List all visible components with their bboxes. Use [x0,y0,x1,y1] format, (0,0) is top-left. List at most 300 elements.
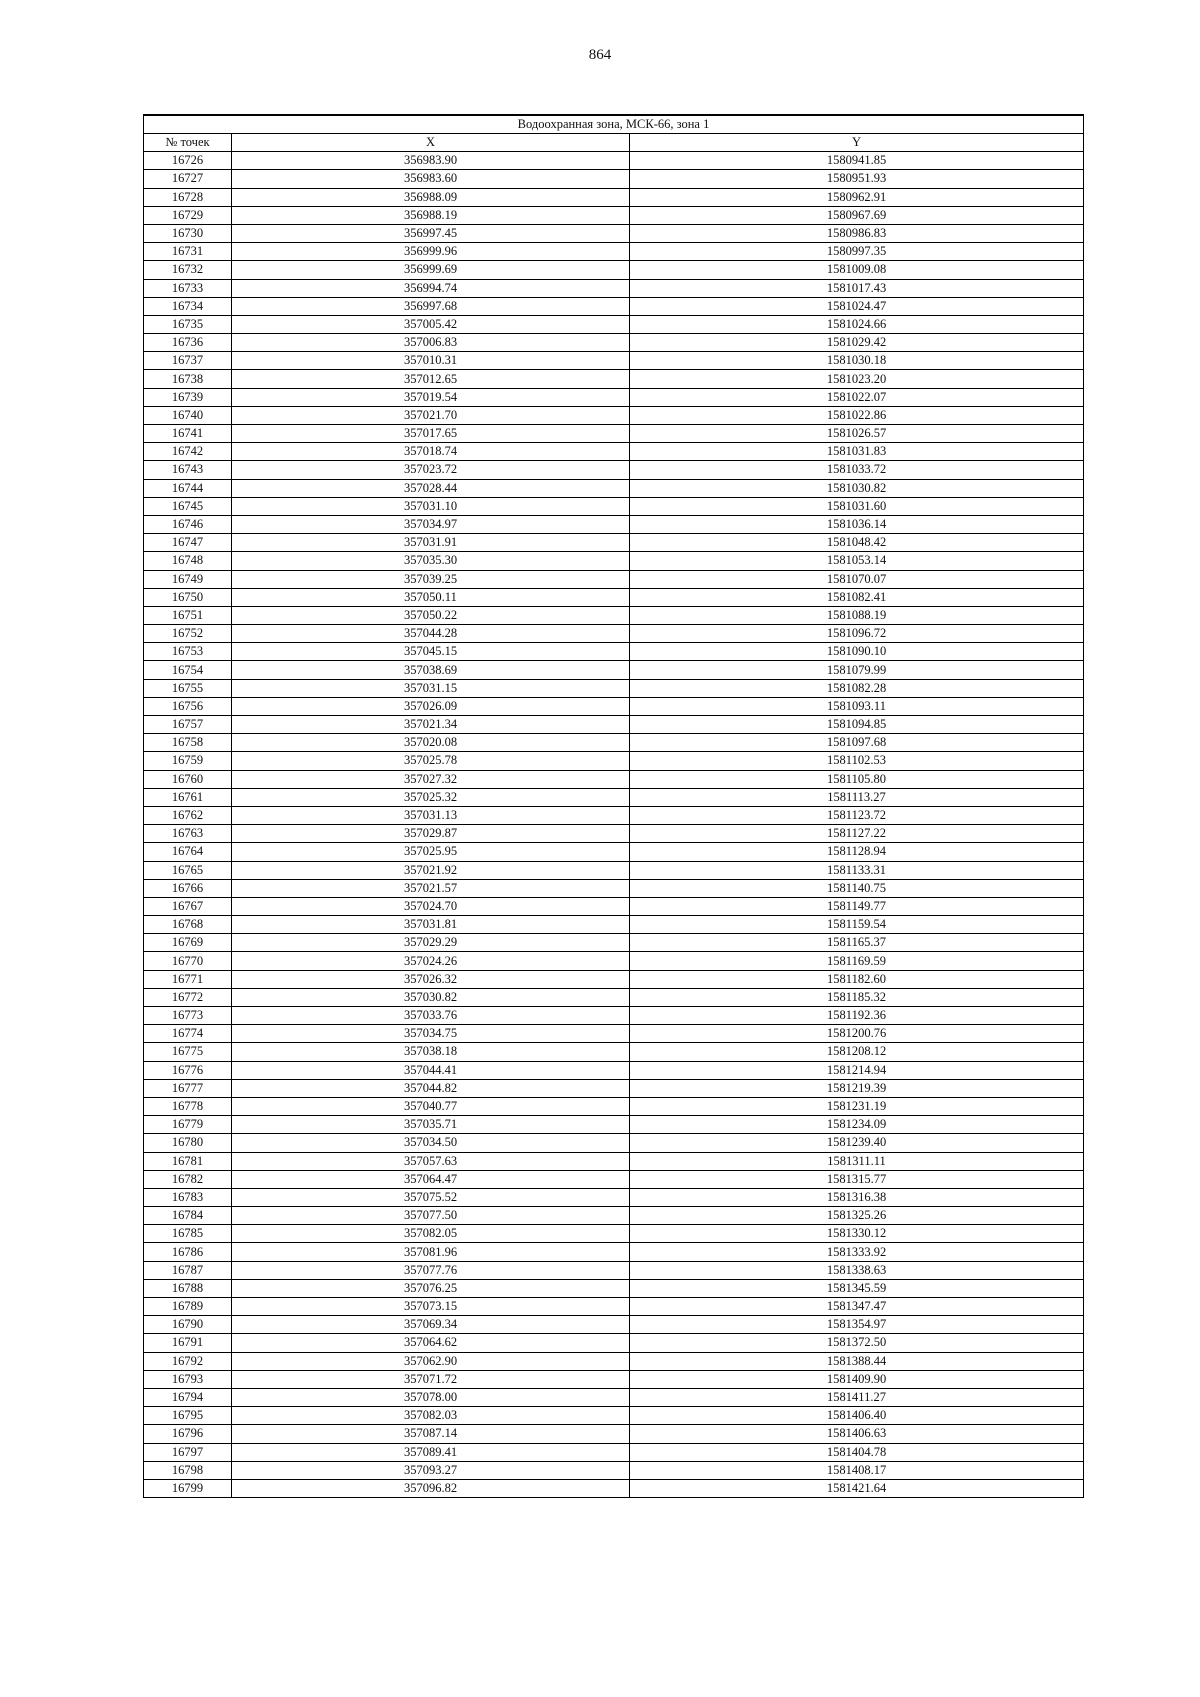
table-row [144,1388,1084,1406]
y-coordinate-cell: 1581409.90 [630,1370,1084,1388]
x-coordinate-cell: 357012.65 [232,370,630,388]
point-number-cell: 16796 [144,1425,232,1443]
point-number-cell: 16763 [144,825,232,843]
table-row [144,679,1084,697]
x-coordinate-cell: 357035.30 [232,552,630,570]
table-row [144,1007,1084,1025]
y-coordinate-cell: 1581105.80 [630,770,1084,788]
x-coordinate-cell: 357006.83 [232,334,630,352]
table-row [144,1370,1084,1388]
y-coordinate-cell: 1580967.69 [630,206,1084,224]
point-number-cell: 16759 [144,752,232,770]
point-number-cell: 16749 [144,570,232,588]
y-coordinate-cell: 1581325.26 [630,1207,1084,1225]
point-number-cell: 16755 [144,679,232,697]
x-coordinate-cell: 357028.44 [232,479,630,497]
point-number-cell: 16726 [144,152,232,170]
x-coordinate-cell: 357045.15 [232,643,630,661]
x-coordinate-cell: 356999.96 [232,243,630,261]
table-row [144,352,1084,370]
table-row [144,716,1084,734]
point-number-cell: 16736 [144,334,232,352]
table-row [144,1079,1084,1097]
table-row [144,1043,1084,1061]
point-number-cell: 16733 [144,279,232,297]
table-row [144,1170,1084,1188]
table-row [144,1334,1084,1352]
point-number-cell: 16727 [144,170,232,188]
column-header-point-number: № точек [144,134,232,152]
y-coordinate-cell: 1581023.20 [630,370,1084,388]
table-row [144,1298,1084,1316]
point-number-cell: 16741 [144,425,232,443]
y-coordinate-cell: 1581372.50 [630,1334,1084,1352]
table-row [144,479,1084,497]
table-row [144,188,1084,206]
y-coordinate-cell: 1581421.64 [630,1479,1084,1497]
point-number-cell: 16757 [144,716,232,734]
y-coordinate-cell: 1581133.31 [630,861,1084,879]
point-number-cell: 16788 [144,1279,232,1297]
y-coordinate-cell: 1581185.32 [630,988,1084,1006]
table-row [144,825,1084,843]
point-number-cell: 16752 [144,625,232,643]
x-coordinate-cell: 357040.77 [232,1097,630,1115]
x-coordinate-cell: 357064.47 [232,1170,630,1188]
y-coordinate-cell: 1581219.39 [630,1079,1084,1097]
y-coordinate-cell: 1581123.72 [630,806,1084,824]
x-coordinate-cell: 357010.31 [232,352,630,370]
table-row [144,897,1084,915]
table-row [144,1025,1084,1043]
point-number-cell: 16744 [144,479,232,497]
x-coordinate-cell: 357027.32 [232,770,630,788]
table-row [144,443,1084,461]
point-number-cell: 16735 [144,315,232,333]
y-coordinate-cell: 1581239.40 [630,1134,1084,1152]
table-row [144,1479,1084,1497]
x-coordinate-cell: 357093.27 [232,1461,630,1479]
table-row [144,370,1084,388]
point-number-cell: 16750 [144,588,232,606]
x-coordinate-cell: 357031.10 [232,497,630,515]
x-coordinate-cell: 357082.03 [232,1407,630,1425]
y-coordinate-cell: 1581354.97 [630,1316,1084,1334]
x-coordinate-cell: 357089.41 [232,1443,630,1461]
x-coordinate-cell: 357034.50 [232,1134,630,1152]
y-coordinate-cell: 1581090.10 [630,643,1084,661]
page-number: 864 [588,47,612,63]
y-coordinate-cell: 1581315.77 [630,1170,1084,1188]
x-coordinate-cell: 357017.65 [232,425,630,443]
point-number-cell: 16731 [144,243,232,261]
table-row [144,916,1084,934]
point-number-cell: 16740 [144,406,232,424]
y-coordinate-cell: 1581029.42 [630,334,1084,352]
point-number-cell: 16767 [144,897,232,915]
x-coordinate-cell: 357033.76 [232,1007,630,1025]
table-row [144,334,1084,352]
table-row [144,388,1084,406]
point-number-cell: 16754 [144,661,232,679]
table-row [144,1407,1084,1425]
table-row [144,1061,1084,1079]
table-row [144,643,1084,661]
x-coordinate-cell: 356988.09 [232,188,630,206]
table-body [144,152,1084,1498]
table-row [144,552,1084,570]
point-number-cell: 16734 [144,297,232,315]
x-coordinate-cell: 357029.87 [232,825,630,843]
x-coordinate-cell: 357024.70 [232,897,630,915]
point-number-cell: 16781 [144,1152,232,1170]
table-row [144,788,1084,806]
x-coordinate-cell: 357077.76 [232,1261,630,1279]
x-coordinate-cell: 357077.50 [232,1207,630,1225]
y-coordinate-cell: 1581140.75 [630,879,1084,897]
x-coordinate-cell: 357038.18 [232,1043,630,1061]
y-coordinate-cell: 1581231.19 [630,1097,1084,1115]
point-number-cell: 16728 [144,188,232,206]
table-row [144,224,1084,242]
y-coordinate-cell: 1581165.37 [630,934,1084,952]
point-number-cell: 16786 [144,1243,232,1261]
table-row [144,1461,1084,1479]
y-coordinate-cell: 1581338.63 [630,1261,1084,1279]
point-number-cell: 16791 [144,1334,232,1352]
x-coordinate-cell: 357021.57 [232,879,630,897]
y-coordinate-cell: 1581406.63 [630,1425,1084,1443]
table-row [144,934,1084,952]
point-number-cell: 16772 [144,988,232,1006]
x-coordinate-cell: 357021.70 [232,406,630,424]
x-coordinate-cell: 357021.92 [232,861,630,879]
y-coordinate-cell: 1581096.72 [630,625,1084,643]
x-coordinate-cell: 357075.52 [232,1188,630,1206]
y-coordinate-cell: 1581036.14 [630,515,1084,533]
y-coordinate-cell: 1581094.85 [630,716,1084,734]
point-number-cell: 16774 [144,1025,232,1043]
coordinates-table [143,114,1084,1498]
table-header-row [144,134,1084,152]
x-coordinate-cell: 357019.54 [232,388,630,406]
table-caption-row [144,115,1084,134]
y-coordinate-cell: 1581048.42 [630,534,1084,552]
x-coordinate-cell: 356983.90 [232,152,630,170]
column-header-x: X [232,134,630,152]
point-number-cell: 16747 [144,534,232,552]
y-coordinate-cell: 1581214.94 [630,1061,1084,1079]
table-row [144,279,1084,297]
y-coordinate-cell: 1581200.76 [630,1025,1084,1043]
point-number-cell: 16771 [144,970,232,988]
y-coordinate-cell: 1580962.91 [630,188,1084,206]
table-row [144,697,1084,715]
x-coordinate-cell: 356983.60 [232,170,630,188]
table-row [144,497,1084,515]
table-row [144,861,1084,879]
x-coordinate-cell: 357024.26 [232,952,630,970]
y-coordinate-cell: 1581128.94 [630,843,1084,861]
x-coordinate-cell: 357031.81 [232,916,630,934]
point-number-cell: 16784 [144,1207,232,1225]
x-coordinate-cell: 356999.69 [232,261,630,279]
table-row [144,1097,1084,1115]
point-number-cell: 16793 [144,1370,232,1388]
y-coordinate-cell: 1581113.27 [630,788,1084,806]
y-coordinate-cell: 1581182.60 [630,970,1084,988]
table-row [144,806,1084,824]
x-coordinate-cell: 357096.82 [232,1479,630,1497]
table-row [144,588,1084,606]
x-coordinate-cell: 357073.15 [232,1298,630,1316]
point-number-cell: 16748 [144,552,232,570]
point-number-cell: 16730 [144,224,232,242]
table-row [144,1261,1084,1279]
y-coordinate-cell: 1581031.60 [630,497,1084,515]
y-coordinate-cell: 1581093.11 [630,697,1084,715]
y-coordinate-cell: 1581311.11 [630,1152,1084,1170]
y-coordinate-cell: 1581192.36 [630,1007,1084,1025]
x-coordinate-cell: 357031.13 [232,806,630,824]
table-row [144,1188,1084,1206]
y-coordinate-cell: 1581208.12 [630,1043,1084,1061]
table-row [144,661,1084,679]
point-number-cell: 16776 [144,1061,232,1079]
x-coordinate-cell: 357062.90 [232,1352,630,1370]
y-coordinate-cell: 1581024.66 [630,315,1084,333]
table-row [144,1352,1084,1370]
y-coordinate-cell: 1581079.99 [630,661,1084,679]
point-number-cell: 16777 [144,1079,232,1097]
x-coordinate-cell: 356994.74 [232,279,630,297]
table-row [144,770,1084,788]
y-coordinate-cell: 1581026.57 [630,425,1084,443]
x-coordinate-cell: 357030.82 [232,988,630,1006]
point-number-cell: 16799 [144,1479,232,1497]
point-number-cell: 16775 [144,1043,232,1061]
x-coordinate-cell: 357050.22 [232,606,630,624]
point-number-cell: 16753 [144,643,232,661]
y-coordinate-cell: 1580951.93 [630,170,1084,188]
table-row [144,406,1084,424]
y-coordinate-cell: 1581009.08 [630,261,1084,279]
x-coordinate-cell: 357029.29 [232,934,630,952]
y-coordinate-cell: 1581102.53 [630,752,1084,770]
y-coordinate-cell: 1580986.83 [630,224,1084,242]
x-coordinate-cell: 356997.45 [232,224,630,242]
table-row [144,170,1084,188]
point-number-cell: 16794 [144,1388,232,1406]
y-coordinate-cell: 1581149.77 [630,897,1084,915]
point-number-cell: 16782 [144,1170,232,1188]
x-coordinate-cell: 357064.62 [232,1334,630,1352]
y-coordinate-cell: 1581408.17 [630,1461,1084,1479]
point-number-cell: 16745 [144,497,232,515]
y-coordinate-cell: 1581070.07 [630,570,1084,588]
y-coordinate-cell: 1581234.09 [630,1116,1084,1134]
y-coordinate-cell: 1580941.85 [630,152,1084,170]
point-number-cell: 16798 [144,1461,232,1479]
x-coordinate-cell: 357082.05 [232,1225,630,1243]
x-coordinate-cell: 357031.91 [232,534,630,552]
y-coordinate-cell: 1581333.92 [630,1243,1084,1261]
y-coordinate-cell: 1581345.59 [630,1279,1084,1297]
x-coordinate-cell: 357069.34 [232,1316,630,1334]
x-coordinate-cell: 357087.14 [232,1425,630,1443]
table-row [144,1425,1084,1443]
table-row [144,570,1084,588]
y-coordinate-cell: 1581022.86 [630,406,1084,424]
point-number-cell: 16773 [144,1007,232,1025]
point-number-cell: 16789 [144,1298,232,1316]
point-number-cell: 16764 [144,843,232,861]
table-row [144,734,1084,752]
table-row [144,752,1084,770]
table-row [144,534,1084,552]
y-coordinate-cell: 1581030.82 [630,479,1084,497]
point-number-cell: 16762 [144,806,232,824]
x-coordinate-cell: 357071.72 [232,1370,630,1388]
point-number-cell: 16792 [144,1352,232,1370]
x-coordinate-cell: 357025.78 [232,752,630,770]
y-coordinate-cell: 1581022.07 [630,388,1084,406]
y-coordinate-cell: 1581404.78 [630,1443,1084,1461]
point-number-cell: 16758 [144,734,232,752]
table-row [144,297,1084,315]
y-coordinate-cell: 1581316.38 [630,1188,1084,1206]
x-coordinate-cell: 357039.25 [232,570,630,588]
y-coordinate-cell: 1581082.41 [630,588,1084,606]
table-row [144,206,1084,224]
table-row [144,243,1084,261]
y-coordinate-cell: 1581127.22 [630,825,1084,843]
point-number-cell: 16795 [144,1407,232,1425]
table-row [144,261,1084,279]
point-number-cell: 16768 [144,916,232,934]
table-row [144,952,1084,970]
y-coordinate-cell: 1581017.43 [630,279,1084,297]
y-coordinate-cell: 1581082.28 [630,679,1084,697]
x-coordinate-cell: 356997.68 [232,297,630,315]
x-coordinate-cell: 357035.71 [232,1116,630,1134]
column-header-y: Y [630,134,1084,152]
x-coordinate-cell: 357018.74 [232,443,630,461]
point-number-cell: 16760 [144,770,232,788]
y-coordinate-cell: 1581169.59 [630,952,1084,970]
table-row [144,625,1084,643]
table-row [144,315,1084,333]
point-number-cell: 16751 [144,606,232,624]
x-coordinate-cell: 357044.28 [232,625,630,643]
table-row [144,1152,1084,1170]
y-coordinate-cell: 1581330.12 [630,1225,1084,1243]
y-coordinate-cell: 1581097.68 [630,734,1084,752]
point-number-cell: 16770 [144,952,232,970]
x-coordinate-cell: 356988.19 [232,206,630,224]
y-coordinate-cell: 1581388.44 [630,1352,1084,1370]
point-number-cell: 16765 [144,861,232,879]
table-row [144,152,1084,170]
point-number-cell: 16756 [144,697,232,715]
point-number-cell: 16739 [144,388,232,406]
point-number-cell: 16746 [144,515,232,533]
point-number-cell: 16737 [144,352,232,370]
x-coordinate-cell: 357076.25 [232,1279,630,1297]
table-caption: Водоохранная зона, МСК-66, зона 1 [144,115,1084,134]
x-coordinate-cell: 357026.32 [232,970,630,988]
point-number-cell: 16780 [144,1134,232,1152]
table-row [144,970,1084,988]
x-coordinate-cell: 357005.42 [232,315,630,333]
point-number-cell: 16738 [144,370,232,388]
point-number-cell: 16742 [144,443,232,461]
point-number-cell: 16790 [144,1316,232,1334]
point-number-cell: 16761 [144,788,232,806]
point-number-cell: 16743 [144,461,232,479]
y-coordinate-cell: 1581159.54 [630,916,1084,934]
x-coordinate-cell: 357044.41 [232,1061,630,1079]
table-row [144,988,1084,1006]
y-coordinate-cell: 1581406.40 [630,1407,1084,1425]
x-coordinate-cell: 357031.15 [232,679,630,697]
point-number-cell: 16769 [144,934,232,952]
y-coordinate-cell: 1581030.18 [630,352,1084,370]
table-row [144,1443,1084,1461]
x-coordinate-cell: 357034.75 [232,1025,630,1043]
x-coordinate-cell: 357025.95 [232,843,630,861]
y-coordinate-cell: 1581347.47 [630,1298,1084,1316]
point-number-cell: 16766 [144,879,232,897]
x-coordinate-cell: 357020.08 [232,734,630,752]
table-row [144,1316,1084,1334]
table-row [144,1279,1084,1297]
table-row [144,1116,1084,1134]
point-number-cell: 16787 [144,1261,232,1279]
y-coordinate-cell: 1581031.83 [630,443,1084,461]
table-row [144,1225,1084,1243]
table-row [144,606,1084,624]
y-coordinate-cell: 1581411.27 [630,1388,1084,1406]
x-coordinate-cell: 357050.11 [232,588,630,606]
point-number-cell: 16785 [144,1225,232,1243]
x-coordinate-cell: 357038.69 [232,661,630,679]
y-coordinate-cell: 1581088.19 [630,606,1084,624]
x-coordinate-cell: 357021.34 [232,716,630,734]
x-coordinate-cell: 357025.32 [232,788,630,806]
point-number-cell: 16779 [144,1116,232,1134]
table-row [144,843,1084,861]
point-number-cell: 16732 [144,261,232,279]
x-coordinate-cell: 357023.72 [232,461,630,479]
table-row [144,1207,1084,1225]
x-coordinate-cell: 357026.09 [232,697,630,715]
x-coordinate-cell: 357081.96 [232,1243,630,1261]
y-coordinate-cell: 1581024.47 [630,297,1084,315]
y-coordinate-cell: 1581033.72 [630,461,1084,479]
y-coordinate-cell: 1581053.14 [630,552,1084,570]
x-coordinate-cell: 357057.63 [232,1152,630,1170]
point-number-cell: 16797 [144,1443,232,1461]
y-coordinate-cell: 1580997.35 [630,243,1084,261]
table-row [144,1243,1084,1261]
point-number-cell: 16778 [144,1097,232,1115]
table-row [144,515,1084,533]
table-row [144,879,1084,897]
point-number-cell: 16729 [144,206,232,224]
table-row [144,1134,1084,1152]
x-coordinate-cell: 357034.97 [232,515,630,533]
